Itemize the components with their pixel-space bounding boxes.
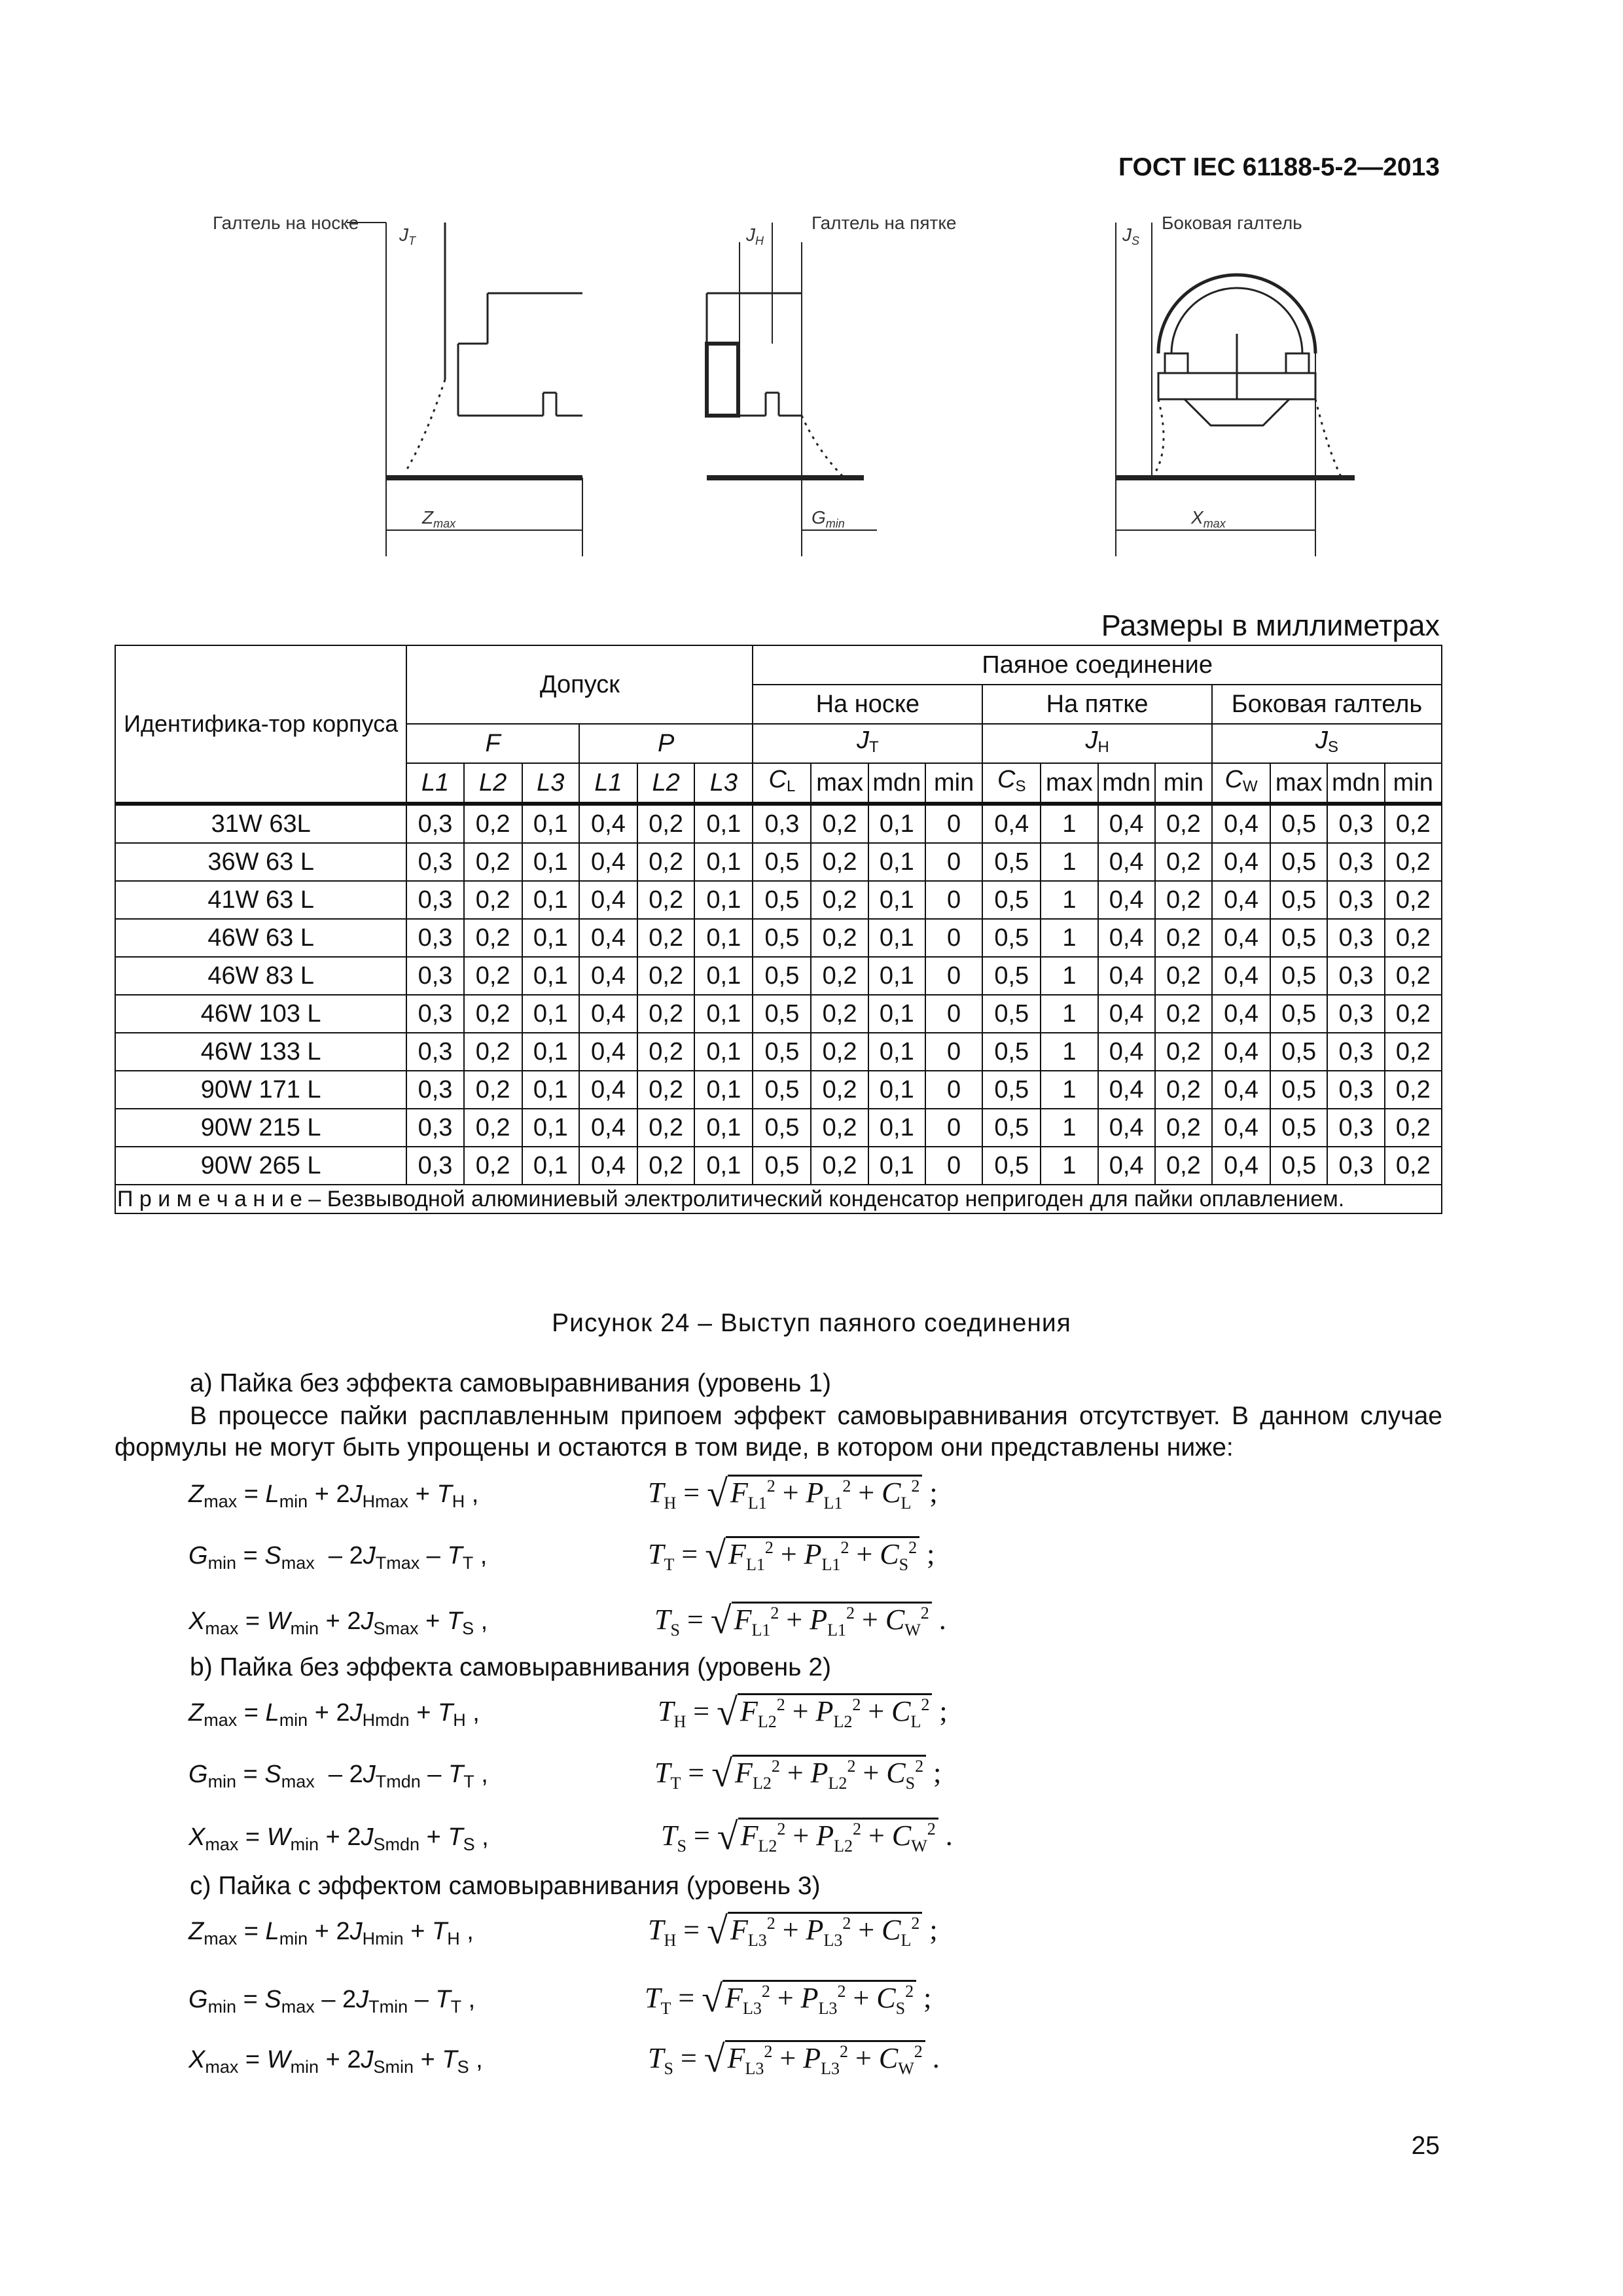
table-cell: 0,2 bbox=[1155, 995, 1212, 1033]
table-row bbox=[115, 804, 1442, 843]
table-cell: 0,2 bbox=[464, 957, 522, 995]
solder-joint-figure bbox=[190, 203, 1433, 569]
table-cell: 0,3 bbox=[406, 843, 463, 881]
table-cell: 0,4 bbox=[1098, 804, 1155, 843]
table-body bbox=[115, 804, 1442, 1185]
l1-header: L1 bbox=[579, 763, 637, 804]
table-cell: 0 bbox=[925, 957, 982, 995]
table-cell: 0,2 bbox=[811, 957, 868, 995]
table-cell: 0,3 bbox=[753, 804, 811, 843]
table-cell: 1 bbox=[1041, 1109, 1097, 1147]
table-cell: 0,2 bbox=[811, 804, 868, 843]
table-cell: 0,4 bbox=[579, 919, 637, 957]
table-cell: 1 bbox=[1041, 804, 1097, 843]
table-cell: 0,5 bbox=[753, 881, 811, 919]
table-cell: 0,2 bbox=[637, 804, 694, 843]
max-header: max bbox=[1041, 763, 1097, 804]
table-cell: 0,1 bbox=[522, 881, 579, 919]
table-cell: 0,2 bbox=[811, 881, 868, 919]
table-cell: 0,2 bbox=[464, 1147, 522, 1185]
formula-x-level2: $X_{max} = W_{min} + 2J_{Smdn} + T_S$ , bbox=[188, 1823, 489, 1854]
package-id-cell: 31W 63L bbox=[115, 804, 406, 843]
table-cell: 0,2 bbox=[637, 843, 694, 881]
figure-caption: Рисунок 24 – Выступ паяного соединения bbox=[552, 1309, 1071, 1337]
table-cell: 0,4 bbox=[982, 804, 1041, 843]
table-cell: 0,1 bbox=[694, 881, 753, 919]
table-cell: 0,5 bbox=[753, 1109, 811, 1147]
table-cell: 0,3 bbox=[1327, 1147, 1384, 1185]
max-header: max bbox=[811, 763, 868, 804]
toe-header: На носке bbox=[753, 685, 982, 724]
dimensions-table bbox=[115, 645, 1442, 1214]
table-cell: 0,2 bbox=[1385, 1147, 1442, 1185]
table-cell: 0,3 bbox=[406, 1071, 463, 1109]
table-cell: 0,5 bbox=[753, 1071, 811, 1109]
table-cell: 0,2 bbox=[637, 1147, 694, 1185]
table-cell: 0,2 bbox=[464, 919, 522, 957]
mdn-header: mdn bbox=[1327, 763, 1384, 804]
table-cell: 1 bbox=[1041, 957, 1097, 995]
table-cell: 0 bbox=[925, 919, 982, 957]
table-cell: 0,5 bbox=[982, 1071, 1041, 1109]
table-cell: 0,4 bbox=[579, 1147, 637, 1185]
formula-z-level3: $Z_{max} = L_{min} + 2J_{Hmin} + T_H$ , bbox=[188, 1918, 474, 1948]
formula-g-level1: $G_{min} = S_{max} - 2J_{Tmax} - T_T$ , bbox=[188, 1542, 488, 1573]
table-cell: 1 bbox=[1041, 1033, 1097, 1071]
table-note: П р и м е ч а н и е – Безвыводной алюминиевый электролитический конденсатор непригоден для пайки оплавлением. bbox=[115, 1185, 1442, 1213]
package-id-cell: 46W 103 L bbox=[115, 995, 406, 1033]
table-cell: 0,5 bbox=[1270, 1071, 1327, 1109]
table-cell: 0,1 bbox=[522, 1147, 579, 1185]
max-header: max bbox=[1270, 763, 1327, 804]
l2-header: L2 bbox=[637, 763, 694, 804]
table-cell: 0 bbox=[925, 843, 982, 881]
table-row bbox=[115, 843, 1442, 881]
table-row bbox=[115, 1071, 1442, 1109]
table-cell: 0,5 bbox=[1270, 1033, 1327, 1071]
table-row bbox=[115, 919, 1442, 957]
formula-th-level2: $T_H = √F_{L2}^2 + P_{L2}^2 + C_L^2$ ; bbox=[658, 1691, 948, 1733]
table-cell: 0,5 bbox=[982, 995, 1041, 1033]
table-cell: 0,4 bbox=[1212, 919, 1270, 957]
cw-header: $C_W$ bbox=[1212, 763, 1270, 804]
table-cell: 0,1 bbox=[522, 1109, 579, 1147]
table-cell: 0,3 bbox=[1327, 881, 1384, 919]
table-cell: 0,3 bbox=[406, 1109, 463, 1147]
table-cell: 0,4 bbox=[579, 995, 637, 1033]
tolerance-header: Допуск bbox=[406, 645, 753, 724]
table-cell: 0,4 bbox=[579, 804, 637, 843]
table-cell: 0,2 bbox=[811, 1071, 868, 1109]
table-cell: 0,2 bbox=[464, 995, 522, 1033]
package-id-cell: 90W 215 L bbox=[115, 1109, 406, 1147]
jt-header: $J_T$ bbox=[753, 724, 982, 763]
table-cell: 0,5 bbox=[1270, 957, 1327, 995]
heel-fillet-label: Галтель на пятке bbox=[812, 213, 957, 233]
package-id-cell: 41W 63 L bbox=[115, 881, 406, 919]
table-cell: 0,2 bbox=[1155, 1109, 1212, 1147]
package-id-header: Идентифика-тор корпуса bbox=[115, 645, 406, 804]
table-cell: 0,2 bbox=[1385, 1033, 1442, 1071]
table-cell: 0,2 bbox=[1385, 995, 1442, 1033]
toe-fillet-label: Галтель на носке bbox=[213, 213, 359, 233]
table-cell: 0 bbox=[925, 1109, 982, 1147]
table-cell: 0,2 bbox=[1155, 919, 1212, 957]
xmax-label: $X_{max}$ bbox=[1191, 507, 1226, 530]
table-cell: 0,4 bbox=[1098, 957, 1155, 995]
table-cell: 0 bbox=[925, 804, 982, 843]
package-id-cell: 46W 83 L bbox=[115, 957, 406, 995]
table-cell: 0,2 bbox=[1155, 1033, 1212, 1071]
f-header: F bbox=[406, 724, 579, 763]
table-cell: 0,4 bbox=[1212, 804, 1270, 843]
table-cell: 0,2 bbox=[464, 881, 522, 919]
table-cell: 0,2 bbox=[637, 1071, 694, 1109]
table-cell: 0 bbox=[925, 881, 982, 919]
formula-ts-level1: $T_S = √F_{L1}^2 + P_{L1}^2 + C_W^2$ . bbox=[654, 1599, 946, 1641]
package-id-cell: 90W 171 L bbox=[115, 1071, 406, 1109]
table-cell: 0,1 bbox=[868, 843, 925, 881]
js-header: $J_S$ bbox=[1212, 724, 1442, 763]
table-cell: 0,1 bbox=[868, 1071, 925, 1109]
l2-header: L2 bbox=[464, 763, 522, 804]
table-cell: 0,2 bbox=[1155, 957, 1212, 995]
zmax-label: $Z_{max}$ bbox=[422, 507, 456, 530]
table-cell: 0,5 bbox=[982, 1033, 1041, 1071]
table-cell: 0,5 bbox=[982, 843, 1041, 881]
table-cell: 0,3 bbox=[1327, 1109, 1384, 1147]
table-cell: 1 bbox=[1041, 843, 1097, 881]
table-cell: 0,1 bbox=[694, 1071, 753, 1109]
table-cell: 0,2 bbox=[1385, 1071, 1442, 1109]
table-cell: 0,3 bbox=[406, 919, 463, 957]
table-cell: 0,3 bbox=[1327, 804, 1384, 843]
table-cell: 0,5 bbox=[1270, 804, 1327, 843]
l1-header: L1 bbox=[406, 763, 463, 804]
table-cell: 0,2 bbox=[464, 1033, 522, 1071]
table-cell: 0,1 bbox=[868, 1109, 925, 1147]
formula-tt-level2: $T_T = √F_{L2}^2 + P_{L2}^2 + C_S^2$ ; bbox=[654, 1752, 942, 1795]
table-cell: 0,5 bbox=[1270, 995, 1327, 1033]
table-cell: 0,5 bbox=[753, 957, 811, 995]
table-cell: 0,2 bbox=[1385, 804, 1442, 843]
table-cell: 0,4 bbox=[1098, 881, 1155, 919]
table-cell: 0 bbox=[925, 1071, 982, 1109]
level2-heading: b) Пайка без эффекта самовыравнивания (уровень 2) bbox=[190, 1653, 832, 1681]
table-cell: 0,1 bbox=[868, 881, 925, 919]
table-cell: 0,2 bbox=[811, 843, 868, 881]
page-number: 25 bbox=[1411, 2132, 1440, 2160]
mdn-header: mdn bbox=[868, 763, 925, 804]
table-cell: 0,2 bbox=[637, 1109, 694, 1147]
table-cell: 0,5 bbox=[982, 919, 1041, 957]
table-cell: 0,1 bbox=[868, 957, 925, 995]
table-cell: 0,1 bbox=[868, 804, 925, 843]
table-cell: 0,1 bbox=[868, 995, 925, 1033]
table-cell: 0,1 bbox=[522, 1071, 579, 1109]
l3-header: L3 bbox=[694, 763, 753, 804]
table-cell: 0,2 bbox=[464, 843, 522, 881]
table-cell: 0,1 bbox=[694, 995, 753, 1033]
min-header: min bbox=[925, 763, 982, 804]
table-row bbox=[115, 1033, 1442, 1071]
table-cell: 0,4 bbox=[1212, 843, 1270, 881]
formula-th-level1: $T_H = √F_{L1}^2 + P_{L1}^2 + C_L^2$ ; bbox=[648, 1472, 938, 1515]
table-cell: 1 bbox=[1041, 995, 1097, 1033]
formula-ts-level3: $T_S = √F_{L3}^2 + P_{L3}^2 + C_W^2$ . bbox=[648, 2037, 940, 2080]
table-cell: 0,4 bbox=[1098, 1109, 1155, 1147]
table-cell: 0,5 bbox=[1270, 1147, 1327, 1185]
table-cell: 0,3 bbox=[1327, 1071, 1384, 1109]
table-cell: 0,2 bbox=[637, 957, 694, 995]
table-cell: 0,4 bbox=[1098, 1033, 1155, 1071]
table-cell: 0,5 bbox=[1270, 1109, 1327, 1147]
table-cell: 0,2 bbox=[811, 1109, 868, 1147]
table-cell: 0,3 bbox=[406, 881, 463, 919]
table-cell: 0,4 bbox=[1212, 1071, 1270, 1109]
side-fillet-label: Боковая галтель bbox=[1162, 213, 1302, 233]
formula-ts-level2: $T_S = √F_{L2}^2 + P_{L2}^2 + C_W^2$ . bbox=[661, 1815, 953, 1857]
table-cell: 0,4 bbox=[1212, 957, 1270, 995]
table-cell: 0 bbox=[925, 995, 982, 1033]
package-id-cell: 46W 133 L bbox=[115, 1033, 406, 1071]
table-cell: 0,4 bbox=[1212, 995, 1270, 1033]
jh-header: $J_H$ bbox=[982, 724, 1212, 763]
table-row bbox=[115, 1147, 1442, 1185]
jt-label: $J_T$ bbox=[399, 224, 416, 247]
table-cell: 0,1 bbox=[694, 919, 753, 957]
table-cell: 0,4 bbox=[1212, 1147, 1270, 1185]
table-cell: 0,5 bbox=[982, 1109, 1041, 1147]
table-row bbox=[115, 995, 1442, 1033]
formula-x-level1: $X_{max} = W_{min} + 2J_{Smax} + T_S$ , bbox=[188, 1607, 488, 1638]
mdn-header: mdn bbox=[1098, 763, 1155, 804]
table-cell: 0,5 bbox=[753, 1033, 811, 1071]
table-cell: 0 bbox=[925, 1147, 982, 1185]
table-cell: 0,2 bbox=[1385, 919, 1442, 957]
table-cell: 0,4 bbox=[1098, 919, 1155, 957]
table-cell: 0,3 bbox=[1327, 957, 1384, 995]
table-cell: 0,5 bbox=[753, 1147, 811, 1185]
table-cell: 0,1 bbox=[868, 1147, 925, 1185]
table-cell: 0,3 bbox=[1327, 995, 1384, 1033]
l3-header: L3 bbox=[522, 763, 579, 804]
table-cell: 0,2 bbox=[1385, 881, 1442, 919]
table-cell: 0,1 bbox=[522, 995, 579, 1033]
table-cell: 0,5 bbox=[753, 919, 811, 957]
heel-header: На пятке bbox=[982, 685, 1212, 724]
cl-header: $C_L$ bbox=[753, 763, 811, 804]
formula-x-level3: $X_{max} = W_{min} + 2J_{Smin} + T_S$ , bbox=[188, 2046, 483, 2077]
gmin-label: $G_{min}$ bbox=[812, 507, 845, 530]
table-cell: 0 bbox=[925, 1033, 982, 1071]
min-header: min bbox=[1385, 763, 1442, 804]
table-cell: 0,1 bbox=[694, 1109, 753, 1147]
level1-paragraph: В процессе пайки расплавленным припоем эффект самовыравнивания отсутствует. В данном случае формулы не могут быть упрощены и остаются в том виде, в котором они представлены ниже: bbox=[115, 1402, 1442, 1462]
table-cell: 0,1 bbox=[694, 1147, 753, 1185]
table-cell: 0,5 bbox=[982, 1147, 1041, 1185]
cs-header: $C_S$ bbox=[982, 763, 1041, 804]
table-cell: 0,1 bbox=[868, 919, 925, 957]
table-cell: 0,2 bbox=[1155, 804, 1212, 843]
level1-heading: a) Пайка без эффекта самовыравнивания (уровень 1) bbox=[190, 1369, 832, 1397]
table-cell: 0,5 bbox=[982, 881, 1041, 919]
table-cell: 0,5 bbox=[1270, 881, 1327, 919]
table-cell: 0,3 bbox=[1327, 919, 1384, 957]
formula-g-level3: $G_{min} = S_{max} - 2J_{Tmin} - T_T$ , bbox=[188, 1986, 476, 2017]
table-cell: 0,4 bbox=[1212, 1109, 1270, 1147]
table-cell: 0,5 bbox=[982, 957, 1041, 995]
table-cell: 0,2 bbox=[811, 919, 868, 957]
table-cell: 0,3 bbox=[1327, 1033, 1384, 1071]
formula-th-level3: $T_H = √F_{L3}^2 + P_{L3}^2 + C_L^2$ ; bbox=[648, 1909, 938, 1952]
table-cell: 0,2 bbox=[1385, 843, 1442, 881]
solder-joint-header: Паяное соединение bbox=[753, 645, 1442, 685]
table-cell: 0,1 bbox=[522, 1033, 579, 1071]
p-header: P bbox=[579, 724, 753, 763]
table-cell: 0,3 bbox=[406, 957, 463, 995]
table-cell: 0,1 bbox=[694, 804, 753, 843]
table-cell: 0,4 bbox=[579, 881, 637, 919]
formula-g-level2: $G_{min} = S_{max} - 2J_{Tmdn} - T_T$ , bbox=[188, 1761, 488, 1791]
table-cell: 0,4 bbox=[1098, 843, 1155, 881]
table-cell: 0,5 bbox=[753, 995, 811, 1033]
table-cell: 0,1 bbox=[694, 1033, 753, 1071]
table-cell: 0,2 bbox=[1155, 881, 1212, 919]
document-header: ГОСТ IEC 61188-5-2—2013 bbox=[1118, 153, 1440, 181]
units-note: Размеры в миллиметрах bbox=[1101, 609, 1440, 642]
table-cell: 0,2 bbox=[1385, 1109, 1442, 1147]
table-cell: 1 bbox=[1041, 1147, 1097, 1185]
package-id-cell: 36W 63 L bbox=[115, 843, 406, 881]
table-cell: 0,4 bbox=[1212, 1033, 1270, 1071]
table-cell: 0,2 bbox=[1155, 843, 1212, 881]
table-cell: 0,4 bbox=[1212, 881, 1270, 919]
table-cell: 0,3 bbox=[406, 1147, 463, 1185]
formula-tt-level1: $T_T = √F_{L1}^2 + P_{L1}^2 + C_S^2$ ; bbox=[648, 1534, 935, 1576]
min-header: min bbox=[1155, 763, 1212, 804]
table-cell: 0,5 bbox=[753, 843, 811, 881]
table-cell: 0,1 bbox=[522, 919, 579, 957]
table-cell: 0,5 bbox=[1270, 919, 1327, 957]
table-cell: 0,3 bbox=[406, 995, 463, 1033]
table-cell: 0,1 bbox=[522, 804, 579, 843]
table-cell: 0,4 bbox=[1098, 1147, 1155, 1185]
table-cell: 1 bbox=[1041, 1071, 1097, 1109]
table-cell: 1 bbox=[1041, 919, 1097, 957]
table-cell: 0,1 bbox=[522, 957, 579, 995]
table-cell: 0,4 bbox=[579, 1109, 637, 1147]
formula-tt-level3: $T_T = √F_{L3}^2 + P_{L3}^2 + C_S^2$ ; bbox=[645, 1977, 932, 2020]
table-cell: 0,3 bbox=[1327, 843, 1384, 881]
table-cell: 0,1 bbox=[694, 843, 753, 881]
table-cell: 0,2 bbox=[637, 1033, 694, 1071]
level3-heading: c) Пайка с эффектом самовыравнивания (уровень 3) bbox=[190, 1872, 821, 1900]
table-cell: 0,2 bbox=[637, 881, 694, 919]
table-row bbox=[115, 1109, 1442, 1147]
table-cell: 0,1 bbox=[868, 1033, 925, 1071]
table-cell: 0,2 bbox=[464, 804, 522, 843]
package-id-cell: 46W 63 L bbox=[115, 919, 406, 957]
table-cell: 0,4 bbox=[579, 1033, 637, 1071]
table-cell: 0,4 bbox=[579, 957, 637, 995]
table-cell: 0,2 bbox=[811, 1147, 868, 1185]
table-cell: 0,1 bbox=[694, 957, 753, 995]
table-cell: 0,4 bbox=[579, 1071, 637, 1109]
table-cell: 0,2 bbox=[1385, 957, 1442, 995]
table-cell: 0,2 bbox=[1155, 1071, 1212, 1109]
side-header: Боковая галтель bbox=[1212, 685, 1442, 724]
table-cell: 1 bbox=[1041, 881, 1097, 919]
table-cell: 0,3 bbox=[406, 1033, 463, 1071]
table-cell: 0,4 bbox=[1098, 995, 1155, 1033]
table-cell: 0,2 bbox=[1155, 1147, 1212, 1185]
table-cell: 0,4 bbox=[1098, 1071, 1155, 1109]
jh-label: $J_H$ bbox=[746, 224, 764, 247]
package-id-cell: 90W 265 L bbox=[115, 1147, 406, 1185]
table-cell: 0,5 bbox=[1270, 843, 1327, 881]
table-row bbox=[115, 881, 1442, 919]
formula-z-level2: $Z_{max} = L_{min} + 2J_{Hmdn} + T_H$ , bbox=[188, 1699, 480, 1730]
table-cell: 0,2 bbox=[464, 1109, 522, 1147]
formula-z-level1: $Z_{max} = L_{min} + 2J_{Hmax} + T_H$ , bbox=[188, 1480, 479, 1511]
table-cell: 0,1 bbox=[522, 843, 579, 881]
table-cell: 0,2 bbox=[811, 1033, 868, 1071]
table-cell: 0,2 bbox=[811, 995, 868, 1033]
table-cell: 0,2 bbox=[637, 919, 694, 957]
table-cell: 0,4 bbox=[579, 843, 637, 881]
table-cell: 0,3 bbox=[406, 804, 463, 843]
table-cell: 0,2 bbox=[464, 1071, 522, 1109]
table-row bbox=[115, 957, 1442, 995]
table-cell: 0,2 bbox=[637, 995, 694, 1033]
js-label: $J_S$ bbox=[1122, 224, 1140, 247]
